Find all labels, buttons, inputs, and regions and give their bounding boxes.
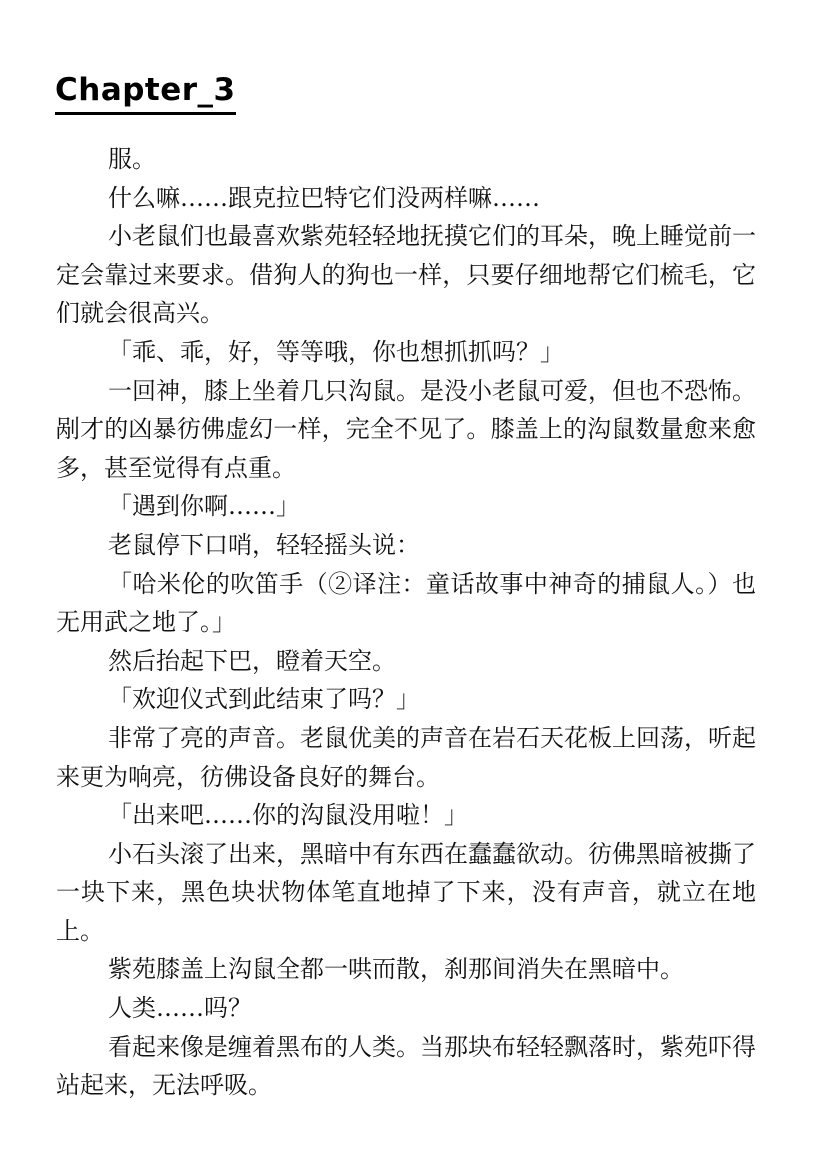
- dialogue-line: 「遇到你啊……」: [108, 492, 300, 521]
- paragraph: 非常了亮的声音。老鼠优美的声音在岩石天花板上回荡，听起来更为响亮，彷佛设备良好的舞台。: [56, 723, 756, 791]
- dialogue-line: 「出来吧……你的沟鼠没用啦！」: [108, 801, 468, 830]
- paragraph: 紫苑膝盖上沟鼠全都一哄而散，刹那间消失在黑暗中。: [108, 955, 684, 984]
- dialogue-line: 「哈米伦的吹笛手（②译注：童话故事中神奇的捕鼠人。）也无用武之地了。」: [56, 569, 756, 637]
- chapter-body: [56, 140, 756, 1105]
- paragraph: 看起来像是缠着黑布的人类。当那块布轻轻飘落时，紫苑吓得站起来，无法呼吸。: [56, 1032, 756, 1100]
- paragraph: 小老鼠们也最喜欢紫苑轻轻地抚摸它们的耳朵，晚上睡觉前一定会靠过来要求。借狗人的狗也一样，只要仔细地帮它们梳毛，它们就会很高兴。: [56, 222, 756, 328]
- paragraph: 服。: [108, 145, 156, 173]
- paragraph: 人类……吗？: [108, 994, 252, 1023]
- chapter-title: Chapter_3: [55, 70, 236, 115]
- dialogue-line: 「乖、乖，好，等等哦，你也想抓抓吗？」: [108, 337, 564, 366]
- dialogue-line: 「欢迎仪式到此结束了吗？」: [108, 685, 420, 714]
- paragraph: 然后抬起下巴，瞪着天空。: [108, 646, 396, 675]
- paragraph: 老鼠停下口哨，轻轻摇头说：: [108, 530, 420, 559]
- paragraph: 什么嘛……跟克拉巴特它们没两样嘛……: [108, 183, 540, 212]
- paragraph: 一回神，膝上坐着几只沟鼠。是没小老鼠可爱，但也不恐怖。剐才的凶暴彷佛虚幻一样，完全不见了。膝盖上的沟鼠数量愈来愈多，甚至觉得有点重。: [56, 376, 756, 482]
- paragraph: 小石头滚了出来，黑暗中有东西在蠢蠢欲动。彷佛黑暗被撕了一块下来，黑色块状物体笔直地掉了下来，没有声音，就立在地上。: [56, 839, 756, 945]
